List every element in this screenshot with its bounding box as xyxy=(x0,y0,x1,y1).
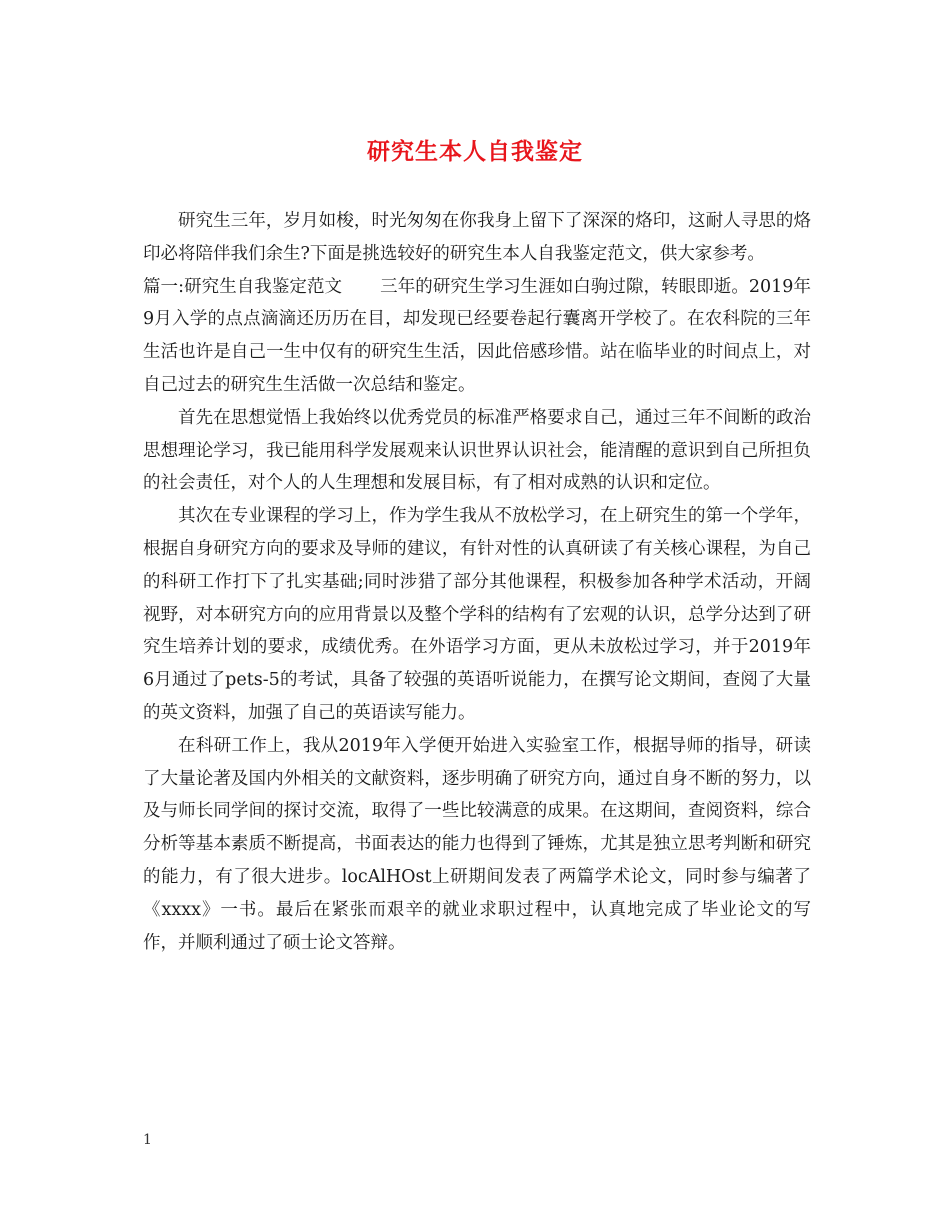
enrollment-text: 2019年9月入学的点点滴滴还历历在目，却发现已经要卷起行囊离开学校了。在农科院的三年生活也许是自己一生中仅有的研究生生活，因此倍感珍惜。站在临毕业的时间点上，对自己过去的研究生生活做一次总结和鉴定。 xyxy=(143,276,812,395)
document-title: 研究生本人自我鉴定 xyxy=(367,139,583,165)
section-lead: 三年的研究生学习生涯如白驹过隙，转眼即逝。 xyxy=(380,276,749,297)
document-body xyxy=(143,205,811,959)
page-number: 1 xyxy=(143,1132,152,1148)
intro-paragraph: 研究生三年，岁月如梭，时光匆匆在你我身上留下了深深的烙印，这耐人寻思的烙印必将陪伴我们余生?下面是挑选较好的研究生本人自我鉴定范文，供大家参考。 xyxy=(143,211,811,264)
research-paragraph: 在科研工作上，我从2019年入学便开始进入实验室工作，根据导师的指导，研读了大量论著及国内外相关的文献资料，逐步明确了研究方向，通过自身不断的努力，以及与师长同学间的探讨交流，取得了一些比较满意的成果。在这期间，查阅资料，综合分析等基本素质不断提高，书面表达的能力也得到了锤炼，尤其是独立思考判断和研究的能力，有了很大进步。locAlHOst上研期间发表了两篇学术论文，同时参与编著了《xxxx》一书。最后在紧张而艰辛的就业求职过程中，认真地完成了毕业论文的写作，并顺利通过了硕士论文答辩。 xyxy=(143,735,811,953)
coursework-paragraph: 其次在专业课程的学习上，作为学生我从不放松学习，在上研究生的第一个学年，根据自身研究方向的要求及导师的建议，有针对性的认真研读了有关核心课程，为自己的科研工作打下了扎实基础;同时涉猎了部分其他课程，积极参加各种学术活动，开阔视野，对本研究方向的应用背景以及整个学科的结构有了宏观的认识，总学分达到了研究生培养计划的要求，成绩优秀。在外语学习方面，更从未放松过学习，并于2019年6月通过了pets-5的考试，具备了较强的英语听说能力，在撰写论文期间，查阅了大量的英文资料，加强了自己的英语读写能力。 xyxy=(143,506,811,723)
ideology-paragraph: 首先在思想觉悟上我始终以优秀党员的标准严格要求自己，通过三年不间断的政治思想理论学习，我已能用科学发展观来认识世界认识社会，能清醒的意识到自己所担负的社会责任，对个人的人生理想和发展目标，有了相对成熟的认识和定位。 xyxy=(143,407,811,494)
section-paragraph xyxy=(143,271,811,402)
section-heading: 篇一:研究生自我鉴定范文 xyxy=(143,276,343,297)
